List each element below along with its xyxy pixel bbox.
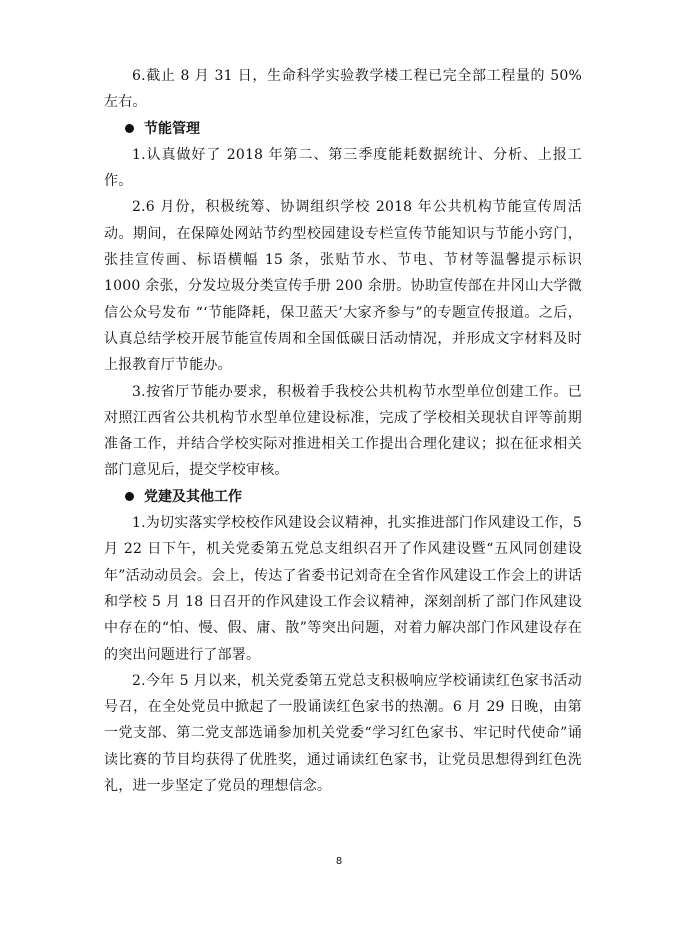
section-heading-energy <box>104 116 582 142</box>
paragraph-energy-2: 2.6 月份，积极统筹、协调组织学校 2018 年公共机构节能宣传周活动。期间，在保障处网站节约型校园建设专栏宣传节能知识与节能小窍门，张挂宣传画、标语横幅 15 条，张贴节水、节电、节材等温馨提示标识 1000 余张，分发垃圾分类宣传手册 200 余册。协助宣传部在井冈山大学微信公众号发布 “‘节能降耗，保卫蓝天’大家齐参与”的专题宣传报道。之后，认真总结学校开展节能宣传周和全国低碳日活动情况，并形成文字材料及时上报教育厅节能办。 <box>104 199 582 374</box>
bullet-icon <box>125 492 134 501</box>
paragraph-party-2: 2.今年 5 月以来，机关党委第五党总支积极响应学校诵读红色家书活动号召，在全处党员中掀起了一股诵读红色家书的热潮。6 月 29 日晚，由第一党支部、第二党支部选诵参加机关党委“学习红色家书、牢记时代使命”诵读比赛的节目均获得了优胜奖，通过诵读红色家书，让党员思想得到红色洗礼，进一步坚定了党员的理想信念。 <box>104 672 582 795</box>
section-heading-party <box>104 484 582 510</box>
section-heading-energy-text: 节能管理 <box>144 120 200 137</box>
page-content <box>104 63 582 799</box>
bullet-icon <box>125 124 134 133</box>
paragraph-party-1: 1.为切实落实学校校作风建设会议精神，扎实推进部门作风建设工作，5 月 22 日下午，机关党委第五党总支组织召开了作风建设暨“五风同创建设年”活动动员会。会上，传达了省委书记刘奇在全省作风建设工作会上的讲话和学校 5 月 18 日召开的作风建设工作会议精神，深刻剖析了部门作风建设中存在的“怕、慢、假、庸、散”等突出问题，对着力解决部门作风建设存在的突出问题进行了部署。 <box>104 515 582 663</box>
page-number: 8 <box>335 856 343 867</box>
section-heading-party-text: 党建及其他工作 <box>144 488 242 505</box>
paragraph-progress: 6.截止 8 月 31 日，生命科学实验教学楼工程已完全部工程量的 50%左右。 <box>104 68 582 111</box>
paragraph-energy-1: 1.认真做好了 2018 年第二、第三季度能耗数据统计、分析、上报工作。 <box>104 146 582 190</box>
paragraph-energy-3: 3.按省厅节能办要求，积极着手我校公共机构节水型单位创建工作。已对照江西省公共机构节水型单位建设标准，完成了学校相关现状自评等前期准备工作，并结合学校实际对推进相关工作提出合理化建议；拟在征求相关部门意见后，提交学校审核。 <box>104 383 582 479</box>
